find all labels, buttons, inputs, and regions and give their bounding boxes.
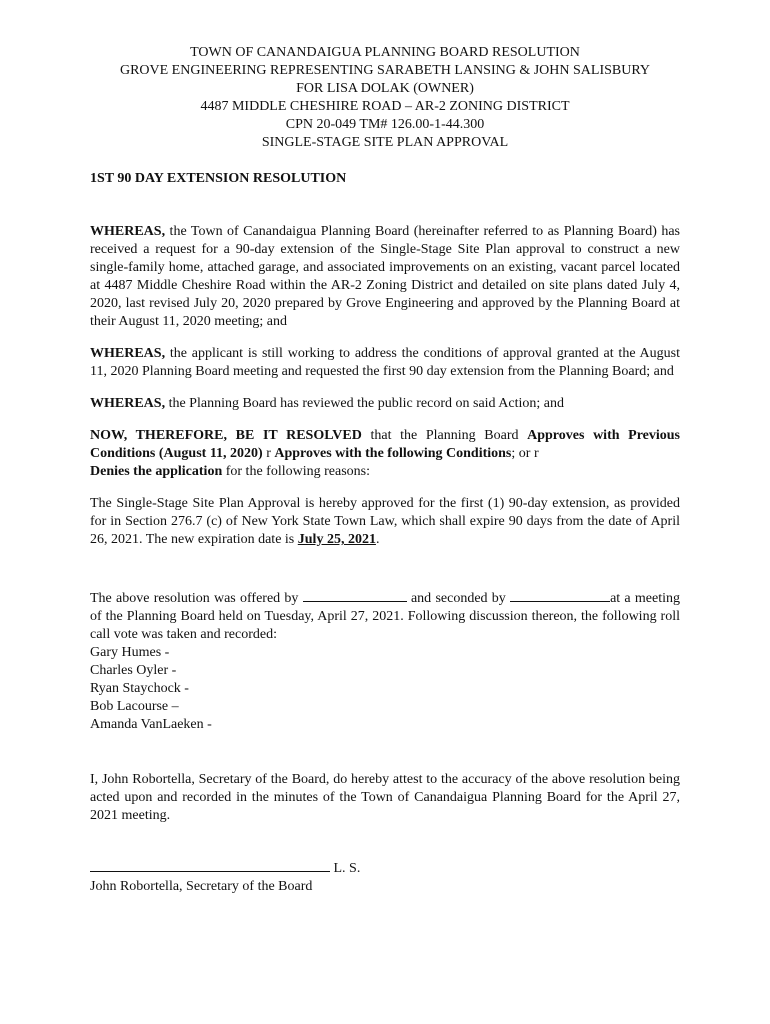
header-line: SINGLE-STAGE SITE PLAN APPROVAL (261, 135, 509, 150)
roll-call-item: Ryan Staychock - (90, 681, 189, 696)
offered-text: at a meeting of the Planning Board held on Tuesday, April 27, 2021. Following discussion thereon, the following roll call vote was taken and recorded: (90, 591, 680, 642)
document-header (90, 44, 680, 152)
whereas-lead: WHEREAS, (90, 224, 166, 239)
header-line: FOR LISA DOLAK (OWNER) (296, 81, 474, 96)
whereas-paragraph-1 (90, 223, 680, 331)
offered-paragraph (90, 587, 680, 644)
checkbox-glyph: r (262, 446, 275, 461)
whereas-text: the Town of Canandaigua Planning Board (hereinafter referred to as Planning Board) has received a request for a 90-day extension of the Single-Stage Site Plan approval to construct a new single-family home, attached garage, and associated improvements on an existing, vacant parcel located at 4487 Middle Cheshire Road within the AR-2 Zoning District and detailed on site plans dated July 4, 2020, last revised July 20, 2020 prepared by Grove Engineering and approved by the Planning Board at their August 11, 2020 meeting; and (90, 224, 680, 329)
attest-paragraph: I, John Robortella, Secretary of the Board, do hereby attest to the accuracy of the above resolution being acted upon and recorded in the minutes of the Town of Canandaigua Planning Board for the April 27, 2021 meeting. (90, 772, 680, 823)
resolved-text: ; or (511, 446, 534, 461)
whereas-lead: WHEREAS, (90, 396, 166, 411)
roll-call-list (90, 644, 680, 734)
header-line: GROVE ENGINEERING REPRESENTING SARABETH LANSING & JOHN SALISBURY (119, 63, 651, 78)
option-previous-conditions: Approves with Previous Conditions (August 11, 2020) (90, 428, 680, 461)
signer-name: John Robortella, Secretary of the Board (90, 879, 313, 894)
seconded-by-blank (510, 587, 610, 602)
roll-call-item: Gary Humes - (90, 645, 170, 660)
signature-line (90, 857, 330, 872)
resolved-tail: for the following reasons: (222, 464, 370, 479)
resolved-text: that the Planning Board (361, 428, 528, 443)
resolution-document (90, 44, 680, 896)
option-deny: Denies the application (90, 464, 223, 479)
approval-paragraph (90, 495, 680, 549)
section-title: 1ST 90 DAY EXTENSION RESOLUTION (90, 171, 347, 186)
expiration-date: July 25, 2021 (297, 532, 376, 547)
whereas-text: the Planning Board has reviewed the public record on said Action; and (165, 396, 564, 411)
approval-end: . (375, 532, 380, 547)
roll-call-item: Charles Oyler - (90, 663, 177, 678)
ls-label: L. S. (330, 861, 361, 876)
roll-call-item: Bob Lacourse – (90, 699, 179, 714)
whereas-lead: WHEREAS, (90, 346, 166, 361)
whereas-text: the applicant is still working to address the conditions of approval granted at the August 11, 2020 Planning Board meeting and requested the first 90 day extension from the Planning Board; and (90, 346, 680, 379)
header-line: CPN 20-049 TM# 126.00-1-44.300 (285, 117, 485, 132)
offered-text: and seconded by (406, 591, 511, 606)
resolved-lead: NOW, THEREFORE, BE IT RESOLVED (90, 428, 362, 443)
checkbox-glyph: r (533, 446, 539, 461)
whereas-paragraph-3 (90, 395, 680, 413)
resolved-paragraph (90, 427, 680, 481)
approval-text: The Single-Stage Site Plan Approval is hereby approved for the first (1) 90-day extension, as provided for in Section 276.7 (c) of New York State Town Law, which shall expire 90 days from the date of April 26, 2021. The new expiration date is (90, 496, 680, 547)
offered-text: The above resolution was offered by (90, 591, 303, 606)
whereas-paragraph-2 (90, 345, 680, 381)
signature-block (90, 857, 680, 896)
option-following-conditions: Approves with the following Conditions (274, 446, 512, 461)
header-line: TOWN OF CANANDAIGUA PLANNING BOARD RESOLUTION (190, 45, 580, 60)
roll-call-item: Amanda VanLaeken - (90, 717, 212, 732)
header-line: 4487 MIDDLE CHESHIRE ROAD – AR-2 ZONING DISTRICT (200, 99, 570, 114)
offered-by-blank (303, 587, 407, 602)
